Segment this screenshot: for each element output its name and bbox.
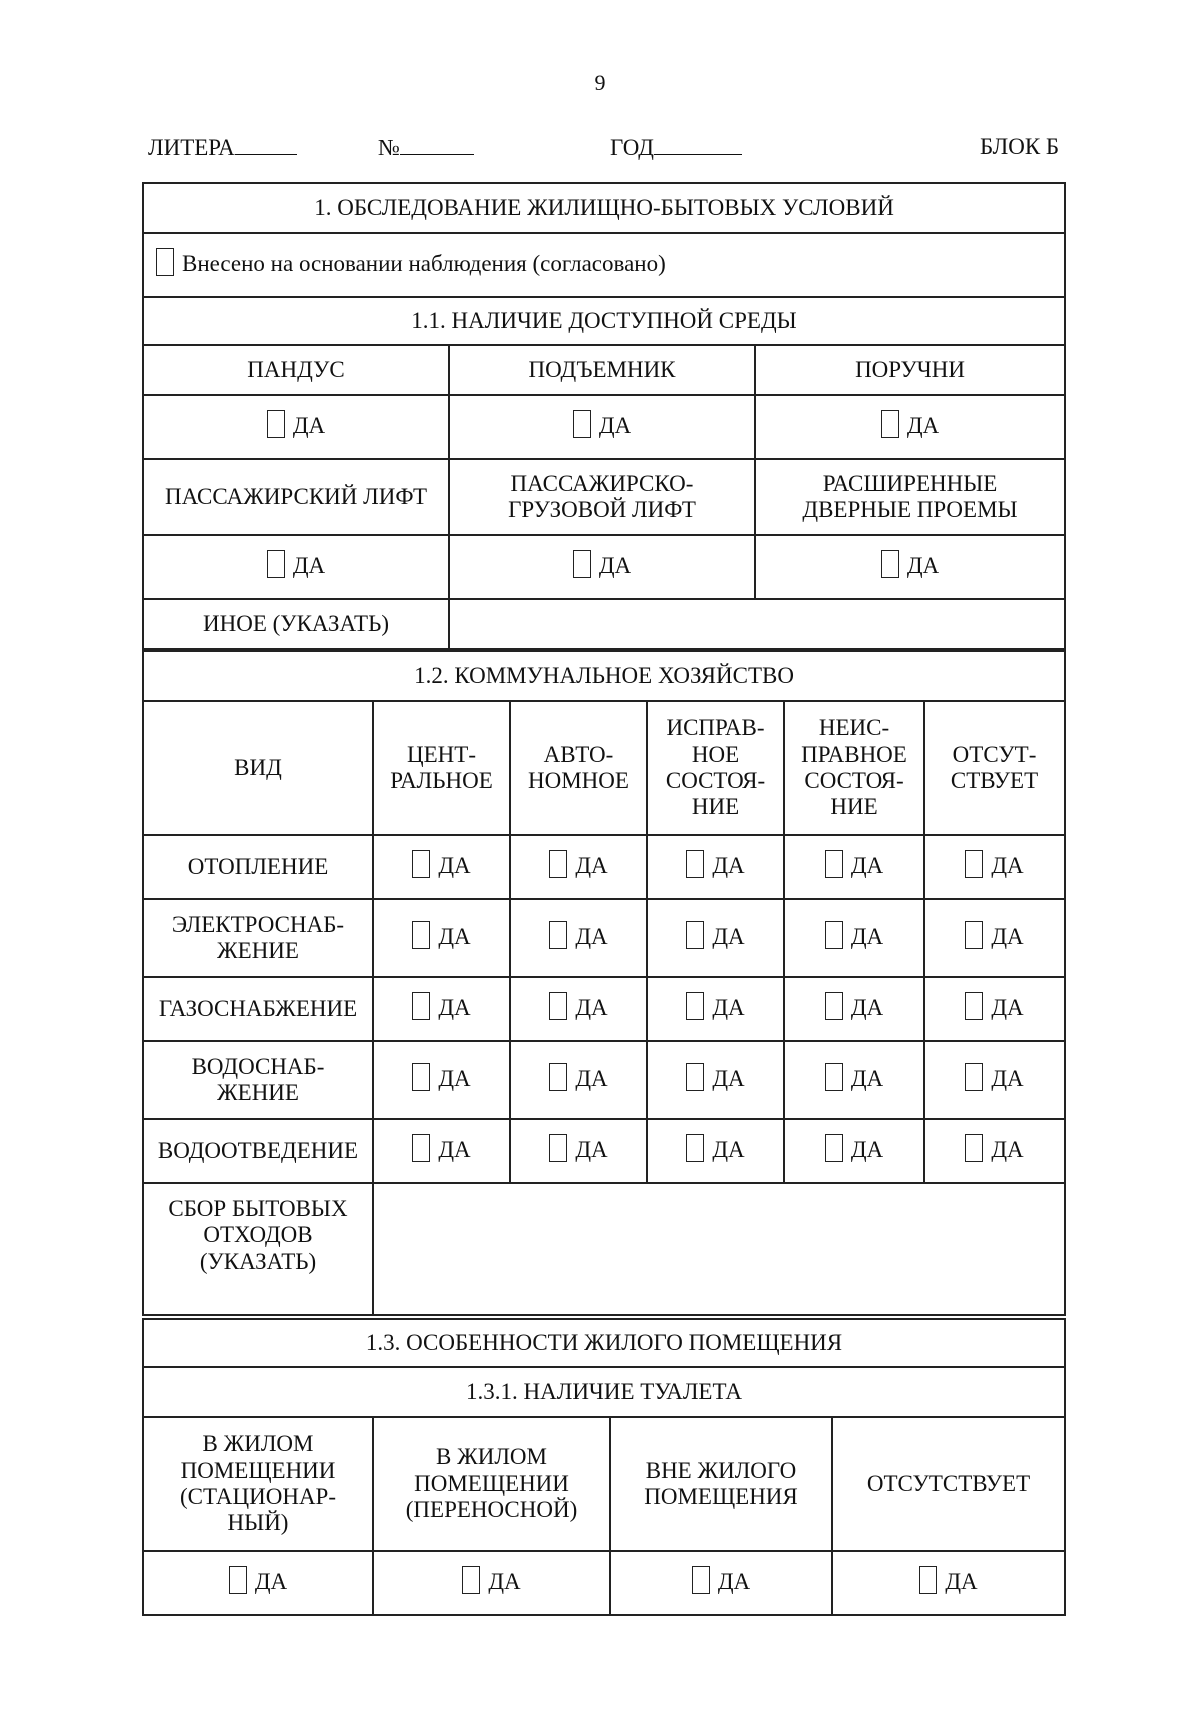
row-heating: ОТОПЛЕНИЕ <box>143 835 373 899</box>
checkbox-handrails[interactable] <box>881 410 899 438</box>
checkbox-drainage-absent[interactable] <box>965 1134 983 1162</box>
checkbox-water-autonomous[interactable] <box>549 1063 567 1091</box>
cell-toilet-outside-yes: ДА <box>610 1551 832 1615</box>
litera-field <box>148 134 297 161</box>
cell-drainage-working: ДА <box>647 1119 784 1183</box>
cell-electricity-absent: ДА <box>924 899 1065 977</box>
checkbox-toilet-inside-portable[interactable] <box>462 1566 480 1594</box>
checkbox-water-faulty[interactable] <box>825 1063 843 1091</box>
row-drainage: ВОДООТВЕДЕНИЕ <box>143 1119 373 1183</box>
cell-water-working: ДА <box>647 1041 784 1119</box>
checkbox-water-central[interactable] <box>412 1063 430 1091</box>
checkbox-drainage-central[interactable] <box>412 1134 430 1162</box>
cell-water-central: ДА <box>373 1041 510 1119</box>
checkbox-toilet-inside-fixed[interactable] <box>229 1566 247 1594</box>
checkbox-electricity-faulty[interactable] <box>825 921 843 949</box>
cell-gas-absent: ДА <box>924 977 1065 1041</box>
cell-electricity-central: ДА <box>373 899 510 977</box>
checkbox-toilet-absent[interactable] <box>919 1566 937 1594</box>
cell-freight-lift-yes <box>449 535 755 599</box>
checkbox-drainage-autonomous[interactable] <box>549 1134 567 1162</box>
yes-label: ДА <box>292 552 326 578</box>
number-label: № <box>378 135 400 160</box>
yes-label: ДА <box>598 412 632 438</box>
cell-toilet-inside-fixed-yes: ДА <box>143 1551 373 1615</box>
yes-label: ДА <box>598 552 632 578</box>
label-passenger-lift: ПАССАЖИРСКИЙ ЛИФТ <box>143 459 449 535</box>
row-electricity: ЭЛЕКТРОСНАБ- ЖЕНИЕ <box>143 899 373 977</box>
col-faulty: НЕИС- ПРАВНОЕ СОСТОЯ- НИЕ <box>784 701 924 835</box>
section-1-2-table <box>142 650 1066 1316</box>
litera-blank[interactable] <box>235 134 297 155</box>
checkbox-gas-central[interactable] <box>412 992 430 1020</box>
label-handrails: ПОРУЧНИ <box>755 345 1065 395</box>
col-toilet-inside-fixed: В ЖИЛОМ ПОМЕЩЕНИИ (СТАЦИОНАР- НЫЙ) <box>143 1417 373 1551</box>
checkbox-passenger-lift[interactable] <box>267 550 285 578</box>
cell-drainage-absent: ДА <box>924 1119 1065 1183</box>
cell-heating-absent: ДА <box>924 835 1065 899</box>
checkbox-lift-platform[interactable] <box>573 410 591 438</box>
checkbox-drainage-working[interactable] <box>686 1134 704 1162</box>
section-1-title: 1. ОБСЛЕДОВАНИЕ ЖИЛИЩНО-БЫТОВЫХ УСЛОВИЙ <box>143 183 1065 233</box>
section-1-3-1-title: 1.3.1. НАЛИЧИЕ ТУАЛЕТА <box>143 1367 1065 1417</box>
cell-handrails-yes <box>755 395 1065 459</box>
year-blank[interactable] <box>654 134 742 155</box>
cell-electricity-faulty: ДА <box>784 899 924 977</box>
checkbox-gas-absent[interactable] <box>965 992 983 1020</box>
cell-gas-working: ДА <box>647 977 784 1041</box>
cell-heating-working: ДА <box>647 835 784 899</box>
cell-toilet-absent-yes: ДА <box>832 1551 1065 1615</box>
checkbox-observation[interactable] <box>156 248 174 276</box>
cell-water-faulty: ДА <box>784 1041 924 1119</box>
cell-heating-faulty: ДА <box>784 835 924 899</box>
year-field <box>610 134 742 161</box>
cell-toilet-inside-portable-yes: ДА <box>373 1551 610 1615</box>
checkbox-heating-absent[interactable] <box>965 850 983 878</box>
observation-row <box>143 233 1065 297</box>
cell-water-autonomous: ДА <box>510 1041 647 1119</box>
checkbox-electricity-absent[interactable] <box>965 921 983 949</box>
col-central: ЦЕНТ- РАЛЬНОЕ <box>373 701 510 835</box>
col-toilet-absent: ОТСУТСТВУЕТ <box>832 1417 1065 1551</box>
cell-electricity-autonomous: ДА <box>510 899 647 977</box>
col-toilet-outside: ВНЕ ЖИЛОГО ПОМЕЩЕНИЯ <box>610 1417 832 1551</box>
checkbox-water-absent[interactable] <box>965 1063 983 1091</box>
col-type: ВИД <box>143 701 373 835</box>
section-1-2-title: 1.2. КОММУНАЛЬНОЕ ХОЗЯЙСТВО <box>143 651 1065 701</box>
cell-lift-platform-yes <box>449 395 755 459</box>
col-autonomous: АВТО- НОМНОЕ <box>510 701 647 835</box>
row-waste-collection: СБОР БЫТОВЫХ ОТХОДОВ (УКАЗАТЬ) <box>143 1183 373 1315</box>
section-1-table <box>142 182 1066 650</box>
section-1-1-title: 1.1. НАЛИЧИЕ ДОСТУПНОЙ СРЕДЫ <box>143 297 1065 345</box>
label-wide-doors: РАСШИРЕННЫЕ ДВЕРНЫЕ ПРОЕМЫ <box>755 459 1065 535</box>
checkbox-electricity-autonomous[interactable] <box>549 921 567 949</box>
checkbox-heating-autonomous[interactable] <box>549 850 567 878</box>
checkbox-electricity-central[interactable] <box>412 921 430 949</box>
checkbox-drainage-faulty[interactable] <box>825 1134 843 1162</box>
checkbox-water-working[interactable] <box>686 1063 704 1091</box>
cell-water-absent: ДА <box>924 1041 1065 1119</box>
checkbox-ramp[interactable] <box>267 410 285 438</box>
yes-label: ДА <box>292 412 326 438</box>
block-label: БЛОК Б <box>980 134 1060 159</box>
cell-heating-central: ДА <box>373 835 510 899</box>
cell-drainage-central: ДА <box>373 1119 510 1183</box>
checkbox-freight-lift[interactable] <box>573 550 591 578</box>
cell-heating-autonomous: ДА <box>510 835 647 899</box>
row-water-supply: ВОДОСНАБ- ЖЕНИЕ <box>143 1041 373 1119</box>
col-toilet-inside-portable: В ЖИЛОМ ПОМЕЩЕНИИ (ПЕРЕНОСНОЙ) <box>373 1417 610 1551</box>
checkbox-gas-working[interactable] <box>686 992 704 1020</box>
checkbox-toilet-outside[interactable] <box>692 1566 710 1594</box>
cell-passenger-lift-yes <box>143 535 449 599</box>
label-freight-lift: ПАССАЖИРСКО- ГРУЗОВОЙ ЛИФТ <box>449 459 755 535</box>
number-field <box>378 134 474 161</box>
yes-label: ДА <box>906 552 940 578</box>
col-absent: ОТСУТ- СТВУЕТ <box>924 701 1065 835</box>
cell-wide-doors-yes <box>755 535 1065 599</box>
cell-gas-autonomous: ДА <box>510 977 647 1041</box>
page-number: 9 <box>594 70 606 95</box>
section-1-3-title: 1.3. ОСОБЕННОСТИ ЖИЛОГО ПОМЕЩЕНИЯ <box>143 1319 1065 1367</box>
litera-label: ЛИТЕРА <box>148 135 235 160</box>
row-gas: ГАЗОСНАБЖЕНИЕ <box>143 977 373 1041</box>
checkbox-heating-faulty[interactable] <box>825 850 843 878</box>
label-other-specify: ИНОЕ (УКАЗАТЬ) <box>143 599 449 649</box>
cell-gas-central: ДА <box>373 977 510 1041</box>
waste-collection-field[interactable] <box>373 1183 1065 1315</box>
cell-electricity-working: ДА <box>647 899 784 977</box>
checkbox-electricity-working[interactable] <box>686 921 704 949</box>
cell-drainage-faulty: ДА <box>784 1119 924 1183</box>
year-label: ГОД <box>610 135 654 160</box>
checkbox-gas-autonomous[interactable] <box>549 992 567 1020</box>
cell-drainage-autonomous: ДА <box>510 1119 647 1183</box>
section-1-3-table <box>142 1318 1066 1616</box>
cell-ramp-yes <box>143 395 449 459</box>
checkbox-heating-central[interactable] <box>412 850 430 878</box>
checkbox-gas-faulty[interactable] <box>825 992 843 1020</box>
checkbox-wide-doors[interactable] <box>881 550 899 578</box>
yes-label: ДА <box>906 412 940 438</box>
number-blank[interactable] <box>400 134 474 155</box>
checkbox-heating-working[interactable] <box>686 850 704 878</box>
label-ramp: ПАНДУС <box>143 345 449 395</box>
other-specify-field[interactable] <box>449 599 1065 649</box>
label-lift-platform: ПОДЪЕМНИК <box>449 345 755 395</box>
observation-note: Внесено на основании наблюдения (согласовано) <box>182 250 666 276</box>
cell-gas-faulty: ДА <box>784 977 924 1041</box>
col-working: ИСПРАВ- НОЕ СОСТОЯ- НИЕ <box>647 701 784 835</box>
